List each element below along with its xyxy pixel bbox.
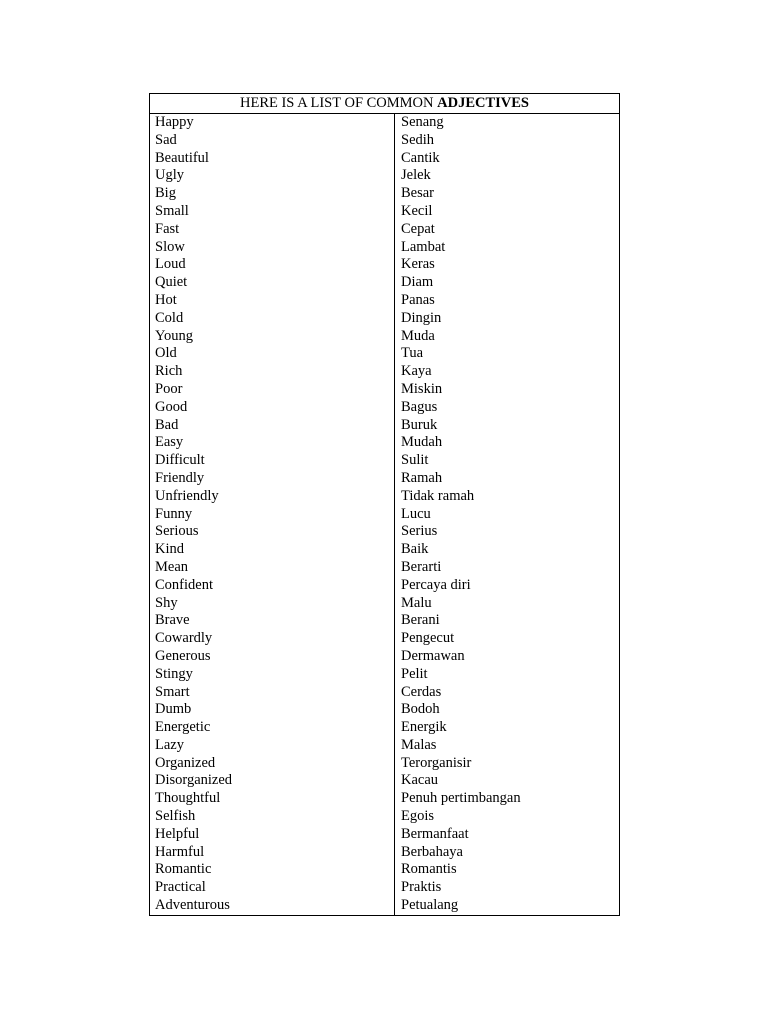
indonesian-word: Cerdas: [401, 683, 442, 700]
indonesian-word: Dingin: [401, 309, 442, 326]
english-word: Lazy: [155, 736, 184, 753]
english-word: Friendly: [155, 469, 205, 486]
indonesian-word: Malu: [401, 594, 432, 611]
english-word: Difficult: [155, 452, 205, 469]
english-word: Smart: [155, 683, 190, 700]
english-word: Quiet: [155, 274, 188, 291]
english-word: Thoughtful: [155, 790, 221, 807]
indonesian-word: Buruk: [401, 416, 438, 433]
indonesian-word: Cepat: [401, 220, 435, 237]
table-title-emphasis: ADJECTIVES: [437, 95, 529, 111]
indonesian-word: Berbahaya: [401, 843, 463, 860]
english-word: Good: [155, 398, 188, 415]
english-word: Slow: [155, 238, 185, 255]
indonesian-word: Berani: [401, 612, 440, 629]
english-word: Organized: [155, 754, 216, 771]
indonesian-word: Tidak ramah: [401, 487, 475, 504]
indonesian-word: Petualang: [401, 897, 459, 914]
indonesian-word: Keras: [401, 256, 435, 273]
english-word: Happy: [155, 114, 194, 130]
table-title: [150, 94, 619, 114]
indonesian-word: Muda: [401, 327, 435, 344]
english-word: Confident: [155, 576, 213, 593]
english-word: Cold: [155, 309, 184, 326]
english-word: Easy: [155, 434, 184, 451]
indonesian-word: Lucu: [401, 505, 431, 522]
indonesian-word: Kaya: [401, 363, 432, 380]
table-title-prefix: HERE IS A LIST OF COMMON: [240, 95, 438, 111]
indonesian-column: [395, 114, 619, 915]
english-word: Rich: [155, 363, 183, 380]
indonesian-word: Kacau: [401, 772, 439, 789]
english-word: Helpful: [155, 825, 200, 842]
english-word: Brave: [155, 612, 190, 629]
english-word: Stingy: [155, 665, 193, 682]
english-word: Kind: [155, 541, 184, 558]
english-word: Young: [155, 327, 194, 344]
english-word: Serious: [155, 523, 199, 540]
english-word: Sad: [155, 131, 177, 148]
indonesian-word: Lambat: [401, 238, 446, 255]
english-word: Old: [155, 345, 177, 362]
indonesian-word: Sedih: [401, 131, 435, 148]
english-word: Unfriendly: [155, 487, 219, 504]
indonesian-word: Praktis: [401, 879, 442, 896]
table-body: [150, 114, 619, 915]
indonesian-word: Miskin: [401, 380, 443, 397]
english-word: Bad: [155, 416, 179, 433]
indonesian-word: Besar: [401, 185, 435, 202]
english-word: Fast: [155, 220, 180, 237]
indonesian-word: Ramah: [401, 469, 443, 486]
indonesian-word: Malas: [401, 736, 437, 753]
adjectives-table: [149, 93, 620, 916]
indonesian-word: Senang: [401, 114, 444, 130]
english-word: Small: [155, 202, 189, 219]
english-word: Generous: [155, 647, 211, 664]
english-word: Practical: [155, 879, 206, 896]
english-word: Shy: [155, 594, 178, 611]
indonesian-word: Terorganisir: [401, 754, 472, 771]
english-word: Poor: [155, 380, 183, 397]
english-word: Mean: [155, 558, 189, 575]
english-word: Disorganized: [155, 772, 233, 789]
indonesian-word: Percaya diri: [401, 576, 471, 593]
english-word: Big: [155, 185, 176, 202]
indonesian-word: Bermanfaat: [401, 825, 469, 842]
english-word: Harmful: [155, 843, 205, 860]
indonesian-word: Panas: [401, 291, 435, 308]
indonesian-word: Serius: [401, 523, 438, 540]
indonesian-word: Cantik: [401, 149, 440, 166]
indonesian-word: Jelek: [401, 167, 431, 184]
english-word: Romantic: [155, 861, 212, 878]
indonesian-word: Egois: [401, 808, 435, 825]
english-word: Adventurous: [155, 897, 230, 914]
english-word: Selfish: [155, 808, 196, 825]
indonesian-word: Diam: [401, 274, 434, 291]
indonesian-word: Pengecut: [401, 630, 455, 647]
english-word: Hot: [155, 291, 177, 308]
indonesian-word: Dermawan: [401, 647, 465, 664]
indonesian-word: Bagus: [401, 398, 438, 415]
indonesian-word: Bodoh: [401, 701, 440, 718]
english-column: [150, 114, 395, 915]
english-word: Beautiful: [155, 149, 209, 166]
indonesian-word: Pelit: [401, 665, 428, 682]
indonesian-word: Sulit: [401, 452, 429, 469]
indonesian-word: Berarti: [401, 558, 442, 575]
indonesian-word: Tua: [401, 345, 424, 362]
english-word: Loud: [155, 256, 186, 273]
indonesian-word: Mudah: [401, 434, 443, 451]
indonesian-word: Penuh pertimbangan: [401, 790, 521, 807]
indonesian-word: Romantis: [401, 861, 457, 878]
indonesian-word: Baik: [401, 541, 429, 558]
english-word: Energetic: [155, 719, 211, 736]
indonesian-word: Kecil: [401, 202, 433, 219]
english-word: Ugly: [155, 167, 184, 184]
english-word: Funny: [155, 505, 193, 522]
indonesian-word: Energik: [401, 719, 447, 736]
english-word: Dumb: [155, 701, 192, 718]
english-word: Cowardly: [155, 630, 213, 647]
